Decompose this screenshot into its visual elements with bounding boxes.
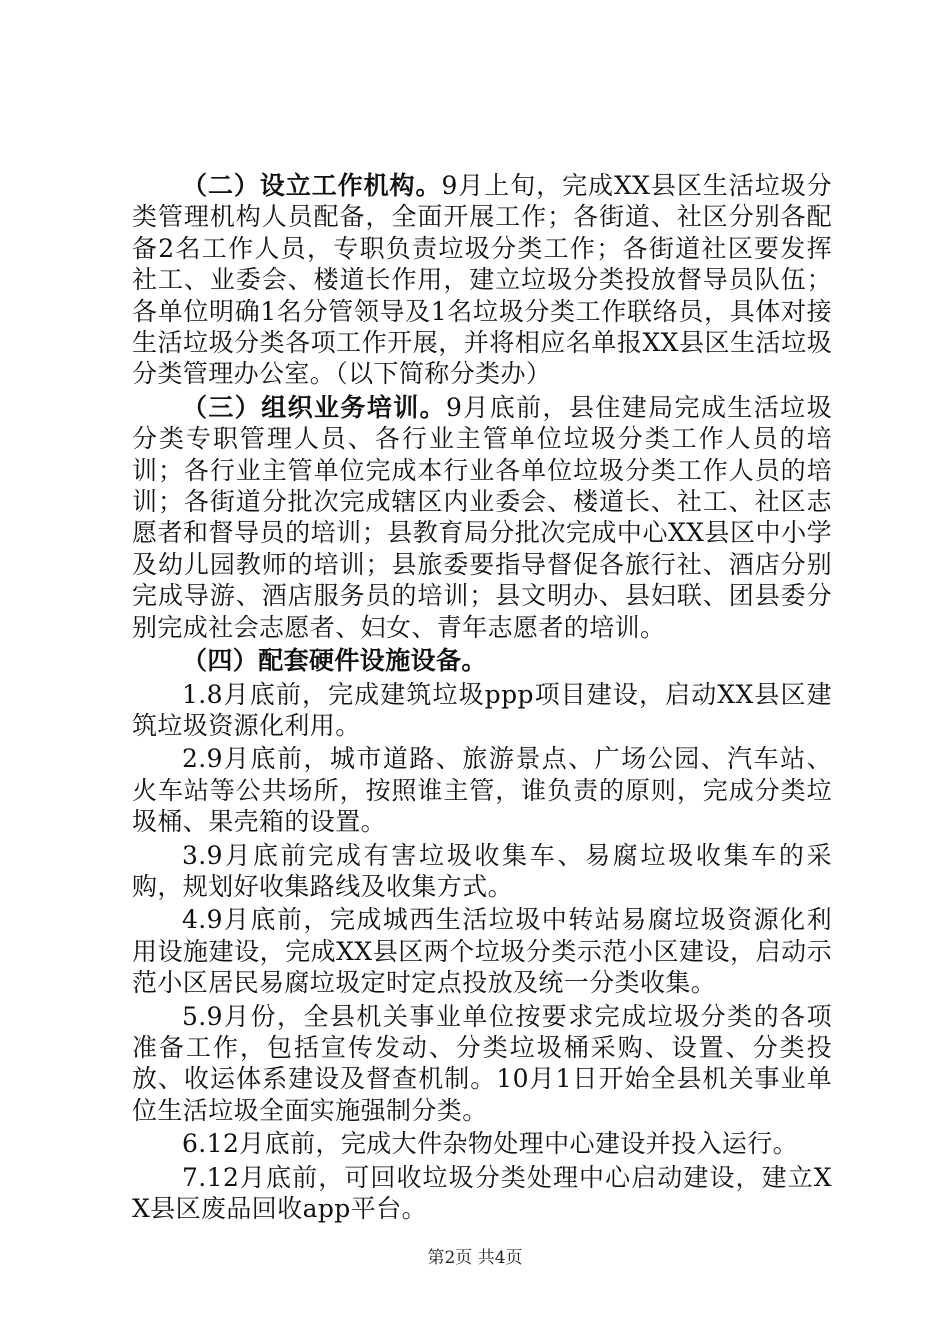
section-three-body: 9月底前，县住建局完成生活垃圾分类专职管理人员、各行业主管单位垃圾分类工作人员的培训；各行业主管单位完成本行业各单位垃圾分类工作人员的培训；各街道分批次完成辖区内业委会、楼道长、社工、社区志愿者和督导员的培训；县教育局分批次完成中心XX县区中小学及幼儿园教师的培训；县旅委要指导督促各旅行社、酒店分别完成导游、酒店服务员的培训；县文明办、县妇联、团县委分别完成社会志愿者、妇女、青年志愿者的培训。: [132, 392, 832, 642]
list-item: 5.9月份，全县机关事业单位按要求完成垃圾分类的各项准备工作，包括宣传发动、分类垃圾桶采购、设置、分类投放、收运体系建设及督查机制。10月1日开始全县机关事业单位生活垃圾全面实施强制分类。: [132, 1001, 832, 1125]
page-footer: [0, 1243, 950, 1268]
section-two-heading: （二）设立工作机构。: [182, 171, 442, 200]
page-number-label: 第2页 共4页: [427, 1248, 523, 1268]
list-item: 2.9月底前，城市道路、旅游景点、广场公园、汽车站、火车站等公共场所，按照谁主管，谁负责的原则，完成分类垃圾桶、果壳箱的设置。: [132, 744, 832, 837]
list-item: 3.9月底前完成有害垃圾收集车、易腐垃圾收集车的采购，规划好收集路线及收集方式。: [132, 840, 832, 901]
section-four: [132, 645, 832, 676]
list-item: 6.12月底前，完成大件杂物处理中心建设并投入运行。: [182, 1129, 799, 1159]
document-body: [132, 170, 832, 1224]
section-two: [132, 170, 832, 390]
section-three-heading: （三）组织业务培训。: [182, 392, 447, 422]
section-two-body: 9月上旬，完成XX县区生活垃圾分类管理机构人员配备，全面开展工作；各街道、社区分别各配备2名工作人员，专职负责垃圾分类工作；各街道社区要发挥社工、业委会、楼道长作用，建立垃圾分类投放督导员队伍；各单位明确1名分管领导及1名垃圾分类工作联络员，具体对接生活垃圾分类各项工作开展，并将相应名单报XX县区生活垃圾分类管理办公室。（以下简称分类办）: [132, 171, 832, 389]
list-item: 7.12月底前，可回收垃圾分类处理中心启动建设，建立XX县区废品回收app平台。: [132, 1162, 832, 1223]
section-four-heading: （四）配套硬件设施设备。: [182, 646, 487, 676]
section-three: [132, 392, 832, 643]
list-item: 1.8月底前，完成建筑垃圾ppp项目建设，启动XX县区建筑垃圾资源化利用。: [132, 679, 832, 740]
list-item: 4.9月底前，完成城西生活垃圾中转站易腐垃圾资源化利用设施建设，完成XX县区两个垃圾分类示范小区建设，启动示范小区居民易腐垃圾定时定点投放及统一分类收集。: [132, 905, 832, 998]
